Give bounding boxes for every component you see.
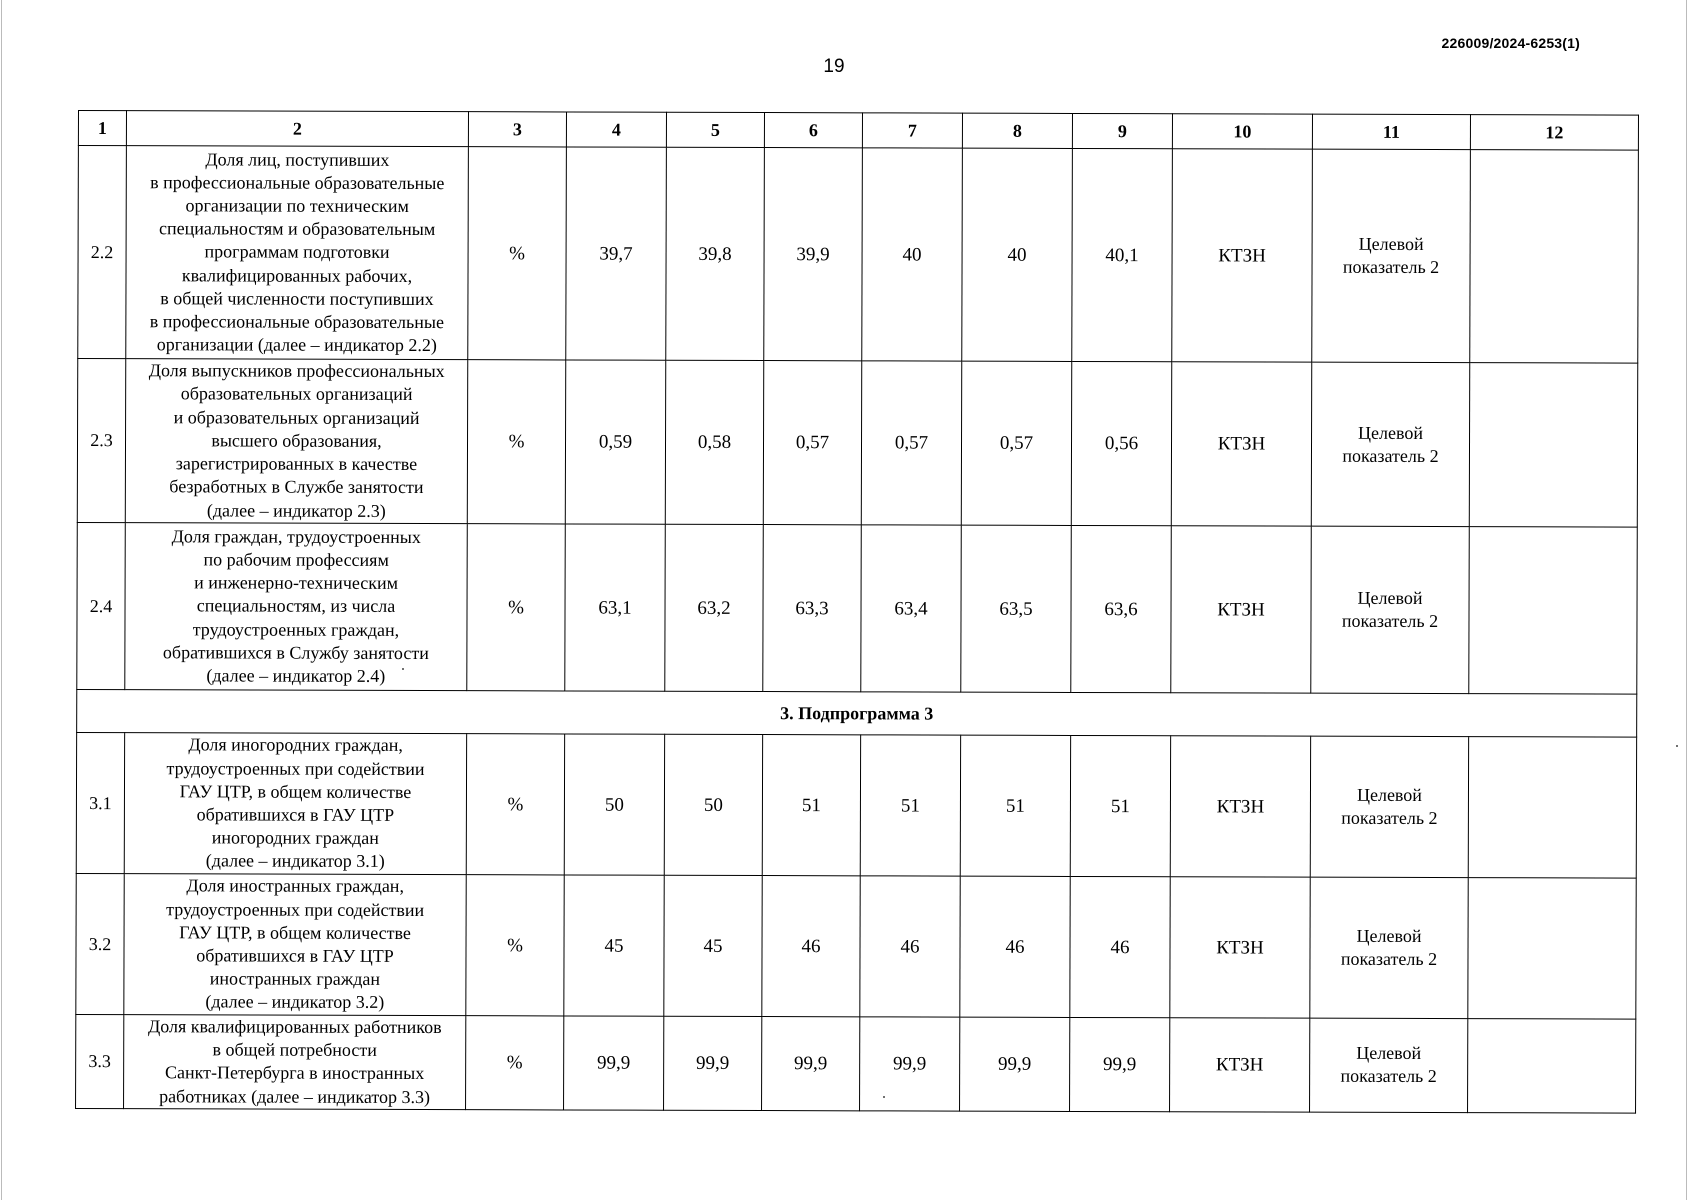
value-cell: 45 xyxy=(664,875,762,1016)
column-header: 7 xyxy=(862,113,962,148)
indicator-name-line: (далее – индикатор 3.1) xyxy=(205,850,385,872)
target-line: показатель 2 xyxy=(1340,1066,1437,1087)
target-line: показатель 2 xyxy=(1340,948,1438,970)
target-line: Целевой xyxy=(1356,1043,1422,1064)
indicator-table-sheet xyxy=(75,110,1638,1113)
value-cell: 46 xyxy=(860,876,960,1017)
unit-cell: % xyxy=(468,147,567,360)
indicator-number: 3.2 xyxy=(76,873,124,1014)
executor-cell: КТЗН xyxy=(1171,362,1311,526)
value-cell: 0,57 xyxy=(763,361,861,525)
indicator-name xyxy=(124,733,466,875)
column-header: 6 xyxy=(764,113,862,148)
table-row xyxy=(76,732,1636,878)
unit-cell: % xyxy=(466,875,564,1016)
executor-cell: КТЗН xyxy=(1171,526,1311,693)
column-header: 9 xyxy=(1072,113,1172,148)
target-line: показатель 2 xyxy=(1341,610,1439,632)
indicator-number: 2.3 xyxy=(77,359,125,523)
table-header-row xyxy=(78,111,1638,151)
value-cell: 99,9 xyxy=(762,1017,860,1111)
indicator-name-line: в общей численности поступивших xyxy=(160,288,434,309)
indicator-table xyxy=(75,110,1639,1113)
target-cell xyxy=(1311,362,1469,526)
indicator-number: 2.4 xyxy=(77,522,125,689)
value-cell: 99,9 xyxy=(1070,1017,1170,1111)
column-header: 10 xyxy=(1172,114,1312,149)
scan-speck xyxy=(1676,745,1678,747)
target-cell xyxy=(1311,526,1469,693)
indicator-name-line: Доля иногородних граждан, xyxy=(188,734,403,756)
table-row xyxy=(76,873,1636,1019)
indicator-name-line: трудоустроенных при содействии xyxy=(166,757,425,779)
target-cell xyxy=(1310,736,1468,877)
indicator-name xyxy=(125,359,467,524)
indicator-name-line: образовательных организаций xyxy=(180,383,413,405)
value-cell: 99,9 xyxy=(960,1017,1070,1111)
indicator-name-line: Доля лиц, поступивших xyxy=(205,148,390,170)
indicator-name-line: специальностям, из числа xyxy=(196,595,396,617)
column-header: 12 xyxy=(1470,115,1638,150)
scan-left-edge xyxy=(1,0,2,1200)
executor-cell: КТЗН xyxy=(1170,736,1310,877)
value-cell: 0,58 xyxy=(665,360,763,524)
value-cell: 0,57 xyxy=(961,361,1071,525)
unit-cell: % xyxy=(466,734,564,875)
indicator-name xyxy=(126,146,469,360)
column-header: 8 xyxy=(962,113,1072,148)
value-cell: 63,3 xyxy=(763,525,861,692)
empty-cell xyxy=(1468,878,1636,1019)
indicator-name-line: трудоустроенных при содействии xyxy=(166,898,425,920)
indicator-name-line: Доля иностранных граждан, xyxy=(186,875,404,897)
empty-cell xyxy=(1468,737,1636,878)
unit-cell: % xyxy=(467,524,565,691)
column-header: 5 xyxy=(666,112,764,147)
indicator-number: 3.1 xyxy=(76,732,124,873)
unit-cell: % xyxy=(467,360,565,524)
value-cell: 45 xyxy=(564,875,664,1016)
scan-speck xyxy=(883,1096,885,1098)
column-header: 2 xyxy=(126,111,468,147)
indicator-name-line: организации по техническим xyxy=(185,195,409,216)
target-line: Целевой xyxy=(1358,422,1424,443)
value-cell: 63,6 xyxy=(1071,525,1171,692)
indicator-name-line: ГАУ ЦТР, в общем количестве xyxy=(179,922,411,943)
indicator-name xyxy=(124,1015,466,1110)
executor-cell: КТЗН xyxy=(1172,149,1313,362)
executor-cell: КТЗН xyxy=(1170,1018,1310,1112)
target-line: Целевой xyxy=(1356,784,1422,805)
value-cell: 63,1 xyxy=(565,524,665,691)
value-cell: 51 xyxy=(960,735,1070,876)
value-cell: 51 xyxy=(762,735,860,876)
target-cell xyxy=(1312,149,1471,362)
scan-speck xyxy=(402,668,404,670)
page-number: 19 xyxy=(823,56,845,77)
indicator-name-line: и инженерно-техническим xyxy=(194,572,399,594)
indicator-name-line: (далее – индикатор 3.2) xyxy=(205,991,385,1013)
indicator-name-line: иностранных граждан xyxy=(209,968,381,990)
executor-cell: КТЗН xyxy=(1170,877,1310,1018)
value-cell: 39,8 xyxy=(666,147,765,360)
column-header: 1 xyxy=(78,111,126,146)
indicator-name-line: обратившихся в ГАУ ЦТР xyxy=(196,945,394,966)
indicator-name-line: зарегистрированных в качестве xyxy=(175,453,418,475)
column-header: 11 xyxy=(1312,114,1470,149)
value-cell: 63,5 xyxy=(961,525,1071,692)
indicator-name-line: Санкт-Петербурга в иностранных xyxy=(164,1062,425,1084)
empty-cell xyxy=(1469,527,1637,694)
indicator-name-line: по рабочим профессиям xyxy=(203,549,389,570)
indicator-name-line: обратившихся в ГАУ ЦТР xyxy=(196,804,395,825)
indicator-name-line: Доля квалифицированных работников xyxy=(147,1016,442,1038)
indicator-name-line: Доля граждан, трудоустроенных xyxy=(171,526,421,547)
scan-right-edge xyxy=(1686,0,1687,1200)
value-cell: 39,9 xyxy=(764,148,863,361)
value-cell: 0,59 xyxy=(565,360,665,524)
target-line: Целевой xyxy=(1358,233,1424,254)
target-line: показатель 2 xyxy=(1342,445,1439,466)
target-line: показатель 2 xyxy=(1342,256,1440,278)
value-cell: 0,57 xyxy=(861,361,961,525)
section-title: 3. Подпрограмма 3 xyxy=(77,689,1637,737)
indicator-name-line: трудоустроенных граждан, xyxy=(192,618,400,640)
value-cell: 99,9 xyxy=(664,1016,762,1110)
indicator-name xyxy=(125,523,467,691)
value-cell: 50 xyxy=(664,734,762,875)
empty-cell xyxy=(1468,1019,1636,1113)
indicator-name-line: обратившихся в Службу занятости xyxy=(162,642,429,663)
value-cell: 46 xyxy=(1070,876,1170,1017)
value-cell: 40 xyxy=(862,148,963,361)
unit-cell: % xyxy=(466,1016,564,1110)
indicator-name-line: квалифицированных рабочих, xyxy=(181,264,413,286)
indicator-name-line: Доля выпускников профессиональных xyxy=(148,360,445,382)
value-cell: 99,9 xyxy=(564,1016,664,1110)
indicator-name-line: безработных в Службе занятости xyxy=(169,476,424,498)
indicator-name-line: в профессиональные образовательные xyxy=(149,311,445,333)
indicator-name-line: работниках (далее – индикатор 3.3) xyxy=(159,1085,431,1107)
table-row xyxy=(77,359,1637,528)
value-cell: 0,56 xyxy=(1071,361,1171,525)
target-line: Целевой xyxy=(1356,925,1422,946)
indicator-name-line: в общей потребности xyxy=(212,1039,377,1061)
value-cell: 99,9 xyxy=(860,1017,960,1111)
value-cell: 63,2 xyxy=(665,524,763,691)
indicator-name-line: ГАУ ЦТР, в общем количестве xyxy=(179,781,412,802)
target-line: Целевой xyxy=(1357,587,1423,608)
document-id: 226009/2024-6253(1) xyxy=(1441,35,1580,51)
indicator-name-line: и образовательных организаций xyxy=(173,406,420,428)
indicator-name-line: (далее – индикатор 2.3) xyxy=(206,499,386,521)
value-cell: 46 xyxy=(762,876,860,1017)
value-cell: 50 xyxy=(564,734,664,875)
table-row xyxy=(77,522,1637,694)
indicator-number: 2.2 xyxy=(78,146,127,359)
value-cell: 63,4 xyxy=(861,525,961,692)
value-cell: 51 xyxy=(860,735,960,876)
value-cell: 40 xyxy=(962,148,1073,361)
value-cell: 40,1 xyxy=(1072,148,1173,361)
target-cell xyxy=(1310,877,1468,1018)
section-row xyxy=(77,689,1637,737)
column-header: 4 xyxy=(566,112,666,147)
indicator-name-line: организации (далее – индикатор 2.2) xyxy=(156,334,437,356)
indicator-name-line: иногородних граждан xyxy=(211,827,379,849)
table-row xyxy=(78,146,1639,364)
indicator-name-line: в профессиональные образовательные xyxy=(150,171,445,193)
column-header: 3 xyxy=(468,112,566,147)
indicator-name-line: (далее – индикатор 2.4) xyxy=(206,665,386,686)
indicator-name-line: специальностям и образовательным xyxy=(158,218,436,240)
target-line: показатель 2 xyxy=(1341,807,1438,829)
indicator-number: 3.3 xyxy=(76,1014,124,1108)
empty-cell xyxy=(1470,150,1639,363)
value-cell: 46 xyxy=(960,876,1070,1017)
empty-cell xyxy=(1469,363,1637,527)
table-row xyxy=(76,1014,1636,1112)
indicator-name xyxy=(124,874,466,1016)
value-cell: 39,7 xyxy=(566,147,667,360)
value-cell: 51 xyxy=(1070,735,1170,876)
target-cell xyxy=(1310,1018,1468,1112)
indicator-name-line: высшего образования, xyxy=(211,430,382,451)
indicator-name-line: программам подготовки xyxy=(204,241,390,263)
